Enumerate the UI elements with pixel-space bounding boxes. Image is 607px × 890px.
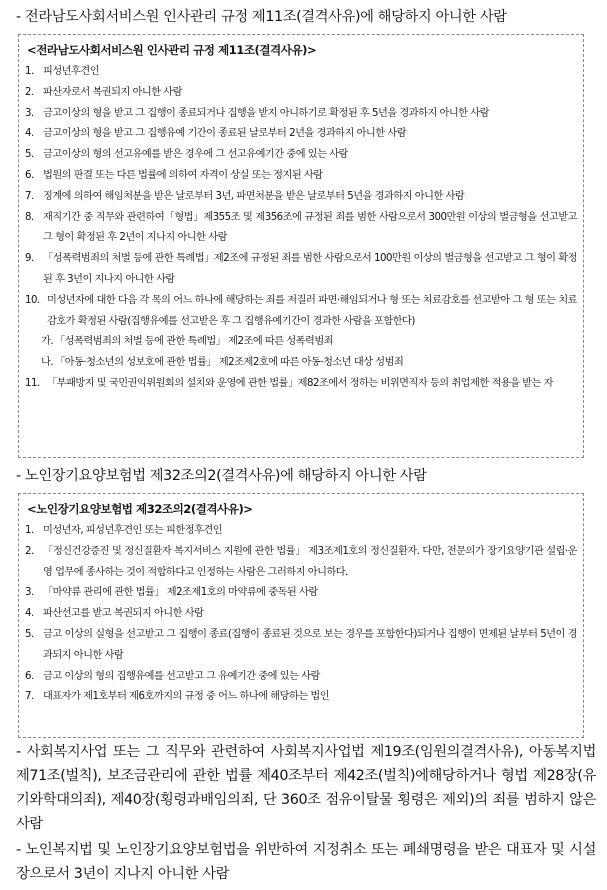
- item-text: 미성년자, 피성년후견인 또는 피한정후견인: [43, 525, 223, 536]
- list-item: [25, 604, 577, 625]
- item-text: 재직기간 중 직무와 관련하여「형법」제355조 및 제356조에 규정된 죄를 범한 사람으로서 300만원 이상의 벌금형을 선고받고 그 형이 확정된 후 2년이 지나지 아니한 사람: [43, 211, 577, 244]
- sub-list-item: [25, 332, 577, 353]
- regulation-box-1: [18, 34, 584, 458]
- box1-title: <전라남도사회서비스원 인사관리 규정 제11조(결격사유)>: [27, 43, 317, 57]
- item-text: 금고이상의 형을 받고 그 집행유예 기간이 종료된 날로부터 2년을 경과하지 아니한 사람: [43, 128, 407, 140]
- sub-item-text: 「아동·청소년의 성보호에 관한 법률」 제2조제2호에 따른 아동·청소년 대상 성범죄: [55, 357, 404, 369]
- list-item: [25, 62, 577, 83]
- item-text: 징계에 의하여 해임처분을 받은 날로부터 3년, 파면처분을 받은 날로부터 5년을 경과하지 아니한 사람: [43, 190, 465, 202]
- list-item: [25, 583, 577, 604]
- item-text: 금고 이상의 실형을 선고받고 그 집행이 종료(집행이 종료된 것으로 보는 경우를 포함한다)되거나 집행이 면제된 날부터 5년이 경과되지 아니한 사람: [43, 628, 577, 661]
- item-text: 금고이상의 형을 받고 그 집행이 종료되거나 집행을 받지 아니하기로 확정된 후 5년을 경과하지 아니한 사람: [43, 107, 489, 119]
- list-item: [25, 104, 577, 125]
- item-number: 4.: [25, 608, 34, 620]
- regulation-box-2: [18, 493, 584, 738]
- item-number: 7.: [25, 691, 34, 703]
- list-item: [25, 83, 577, 104]
- item-text: 금고 이상의 형의 집행유예를 선고받고 그 유예기간 중에 있는 사람: [43, 670, 320, 682]
- list-item: [25, 124, 577, 145]
- sub-item-number: 가.: [41, 336, 54, 348]
- item-text: 「마약류 관리에 관한 법률」 제2조제1호의 마약류에 중독된 사람: [43, 587, 318, 599]
- sub-list-item: [25, 353, 577, 374]
- item-text: 피성년후견인: [43, 66, 100, 77]
- bullet-section1: - 전라남도사회서비스원 인사관리 규정 제11조(결격사유)에 해당하지 아니한 사람: [16, 9, 507, 25]
- item-text: 파산자로서 복권되지 아니한 사람: [43, 86, 182, 98]
- box2-title: <노인장기요양보험법 제32조의2(결격사유)>: [27, 502, 253, 516]
- item-text: 「부패방지 및 국민권익위원회의 설치와 운영에 관한 법률」제82조에서 정하는 비위면직자 등의 취업제한 적용을 받는 자: [47, 377, 553, 389]
- list-item: [25, 542, 577, 584]
- item-number: 3.: [25, 107, 34, 119]
- list-item: [25, 166, 577, 187]
- list-item: [25, 374, 577, 395]
- item-number: 10.: [25, 294, 40, 306]
- item-text: 대표자가 제1호부터 제6호까지의 규정 중 어느 하나에 해당하는 법인: [43, 691, 330, 703]
- item-text: 법원의 판결 또는 다른 법률에 의하여 자격이 상실 또는 정지된 사람: [43, 169, 323, 181]
- bullet-section4: - 노인복지법 및 노인장기요양보험법을 위반하여 지정취소 또는 폐쇄명령을 받은 대표자 및 시설장으로서 3년이 지나지 아니한 사람: [16, 842, 596, 882]
- list-item: [25, 187, 577, 208]
- item-text: 금고이상의 형의 선고유예를 받은 경우에 그 선고유예기간 중에 있는 사람: [43, 149, 348, 161]
- sub-item-number: 나.: [41, 357, 54, 369]
- list-item: [25, 521, 577, 542]
- item-text: 파산선고를 받고 복권되지 아니한 사람: [43, 608, 204, 620]
- box2-item-list: [25, 521, 577, 708]
- item-number: 4.: [25, 128, 34, 140]
- list-item: [25, 145, 577, 166]
- item-text: 미성년자에 대한 다음 각 목의 어느 하나에 해당하는 죄를 저질러 파면·해임되거나 형 또는 치료감호를 선고받아 그 형 또는 치료감호가 확정된 사람(집행유예를 선고받은 후 그 집행유예기간이 경과한 사람을 포함한다): [47, 294, 577, 327]
- list-item: [25, 687, 577, 708]
- sub-item-text: 「성폭력범죄의 처벌 등에 관한 특례법」 제2조에 따른 성폭력범죄: [55, 336, 334, 348]
- item-number: 8.: [25, 211, 34, 223]
- item-number: 1.: [25, 525, 34, 536]
- item-text: 「정신건강증진 및 정신질환자 복지서비스 지원에 관한 법률」 제3조제1호의 정신질환자. 다만, 전문의가 장기요양기관 설립·운영 업무에 종사하는 것이 적합하다고 인정하는 사람은 그러하지 아니하다.: [43, 545, 577, 578]
- bullet-section3: - 사회복지사업 또는 그 직무와 관련하여 사회복지사업법 제19조(임원의결격사유), 아동복지법 제71조(벌칙), 보조금관리에 관한 법률 제40조부터 제42조(벌칙)에해당하거나 형법 제28장(유기와학대의죄), 제40장(횡령과배임의죄, 단 360조 점유이탈물 횡령은 제외)의 죄를 범하지 않은 사람: [16, 744, 596, 832]
- list-item: [25, 249, 577, 291]
- box1-item-list: [25, 62, 577, 395]
- item-number: 7.: [25, 190, 34, 202]
- bullet-section2: - 노인장기요양보험법 제32조의2(결격사유)에 해당하지 아니한 사람: [16, 468, 427, 484]
- item-number: 5.: [25, 628, 34, 640]
- item-number: 2.: [25, 545, 34, 557]
- item-number: 3.: [25, 587, 34, 599]
- item-number: 9.: [25, 253, 34, 265]
- list-item: [25, 291, 577, 333]
- item-number: 5.: [25, 149, 34, 161]
- item-text: 「성폭력범죄의 처벌 등에 관한 특례법」제2조에 규정된 죄를 범한 사람으로서 100만원 이상의 벌금형을 선고받고 그 형이 확정된 후 3년이 지나지 아니한 사람: [43, 253, 577, 285]
- item-number: 11.: [25, 377, 40, 389]
- list-item: [25, 625, 577, 667]
- item-number: 2.: [25, 86, 34, 98]
- item-number: 1.: [25, 66, 34, 77]
- list-item: [25, 667, 577, 688]
- item-number: 6.: [25, 169, 34, 181]
- item-number: 6.: [25, 670, 34, 682]
- list-item: [25, 208, 577, 250]
